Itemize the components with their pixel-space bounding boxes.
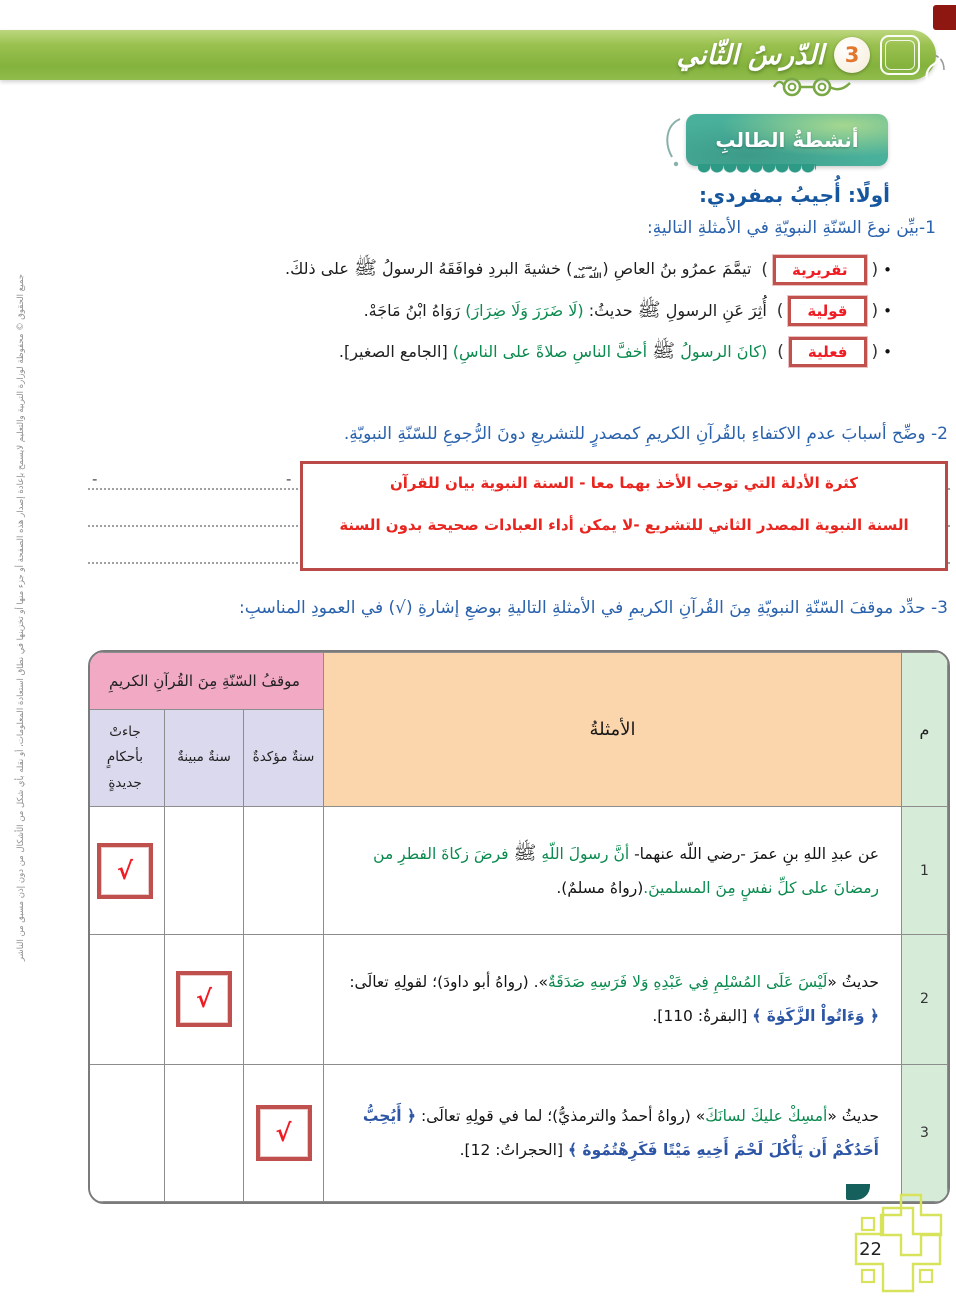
question-1-prompt: 1-بيِّن نوعَ السّنّةِ النبويّةِ في الأمثلةِ التاليةِ: <box>646 218 936 238</box>
open-paren: ( <box>871 341 879 362</box>
checkmark-box[interactable]: √ <box>97 843 153 899</box>
table-row <box>88 935 948 1064</box>
answer-text-line-1: كثرة الأدلة التي توجب الأخذ بهما معا - السنة النبوية بيان للقرآن <box>389 474 859 492</box>
item2-text-b: حديثُ: <box>583 301 638 320</box>
answer-box-filiyya[interactable]: فعلية <box>789 337 867 367</box>
row2-text-b: ». (رواهُ أبو داودَ)؛ لقولِهِ تعالَى: <box>349 973 548 992</box>
q1-item-1-text <box>285 256 756 281</box>
q1-item-3-text <box>339 342 772 361</box>
cell-row3-muakkada[interactable] <box>244 1064 324 1201</box>
pbuh-icon: ﷺ <box>513 841 537 864</box>
question-2-answer-area <box>88 458 950 590</box>
column-header-number: م <box>902 653 948 807</box>
q1-item-filiyya <box>60 331 892 372</box>
pbuh-icon: ﷺ <box>652 340 676 362</box>
row1-source: (رواهُ مسلمٌ). <box>556 878 644 897</box>
item1-text-c: على ذلكَ. <box>285 258 354 278</box>
bullet-icon: • <box>883 342 892 361</box>
banner-flourish-icon <box>770 74 862 100</box>
bullet-icon: • <box>883 301 892 320</box>
cell-row1-jadida[interactable] <box>88 807 165 935</box>
item1-text-b: ) خشيةَ البردِ فوافَقَهُ الرسولُ <box>376 258 573 278</box>
checkmark-box[interactable]: √ <box>256 1105 312 1161</box>
hadith-text: أنَّ رسولَ اللّهِ <box>536 844 630 863</box>
close-paren: ) <box>761 259 769 280</box>
answer-dash: - <box>286 470 292 488</box>
row1-text-a: عن عبدِ اللهِ بنِ عمرَ -رضي اللّه عنهما- <box>629 844 879 863</box>
section-heading: أولًا: أُجيبُ بمفردي: <box>698 183 890 207</box>
hadith-text: أخفَّ الناسِ صلاةً على الناسِ) <box>452 342 653 361</box>
example-text <box>324 935 902 1064</box>
q1-item-2-text <box>364 301 772 320</box>
row2-source: [البقرةُ: 110]. <box>652 1007 753 1026</box>
hadith-text: أمسِكْ عليكَ لسانَكَ <box>705 1106 828 1125</box>
answer-box-qawliyya[interactable]: قولية <box>788 296 866 326</box>
bullet-icon: • <box>883 260 892 279</box>
lesson-title: الدّرسُ الثّاني <box>676 39 824 71</box>
column-header-muakkada: سنةٌ مؤكدةٌ <box>244 710 324 807</box>
cell-row1-mubayyina[interactable] <box>165 807 244 935</box>
question-3-prompt: 3- حدِّد موقفَ السّنّةِ النبويّةِ مِنَ القُرآنِ الكريمِ في الأمثلةِ التاليةِ بوضعِ إشارةِ (√) في العمودِ المناسبِ: <box>239 598 948 618</box>
banner-endcap-frame-icon <box>880 35 920 75</box>
column-header-examples: الأمثلةُ <box>324 653 902 807</box>
page-number-ornament-icon <box>846 1192 946 1296</box>
column-header-mubayyina: سنةٌ مبينةٌ <box>165 710 244 807</box>
sunnah-position-table <box>88 650 950 1204</box>
lesson-banner <box>0 30 936 80</box>
cell-row3-mubayyina[interactable] <box>165 1064 244 1201</box>
table-row <box>88 807 948 935</box>
cell-row3-jadida[interactable] <box>88 1064 165 1201</box>
row-number: 1 <box>902 807 948 935</box>
quran-verse: ﴿ أَيُحِبُّ أَحَدُكُمْ أَن يَأْكُلَ لَحْمَ أَخِيهِ مَيْتًا فَكَرِهْتُمُوهُ ﴾ <box>362 1106 879 1159</box>
row-number: 3 <box>902 1064 948 1201</box>
row-number: 2 <box>902 935 948 1064</box>
column-group-header: موقفُ السّنّةِ مِنَ القُرآنِ الكريمِ <box>88 653 324 710</box>
cell-row2-mubayyina[interactable] <box>165 935 244 1064</box>
close-paren: ) <box>776 300 784 321</box>
row3-text-a: حديثُ « <box>827 1106 879 1125</box>
close-paren: ) <box>777 341 784 362</box>
student-activities-badge <box>686 114 888 166</box>
pbuh-icon: ﷺ <box>353 256 377 279</box>
column-header-jadida: جاءتْ بأحكامٍ جديدةٍ <box>88 710 165 807</box>
open-paren: ( <box>871 300 879 321</box>
question-2-prompt: 2- وضِّح أسبابَ عدمِ الاكتفاءِ بالقُرآنِ الكريمِ كمصدرٍ للتشريعِ دونَ الرُّجوعِ للسّنّةِ النبويّةِ. <box>343 424 948 444</box>
hadith-text: لَيْسَ عَلَى المُسْلِمِ فِي عَبْدِهِ وَلا فَرَسِهِ صَدَقَةٌ <box>548 973 828 992</box>
quran-verse: ﴿ وَءَاتُواْ الزَّكَوٰةَ ﴾ <box>752 1007 879 1026</box>
table-row <box>88 1064 948 1201</box>
student-activities-label: أنشطةُ الطالبِ <box>715 128 859 152</box>
cell-row2-jadida[interactable] <box>88 935 165 1064</box>
page-number: 22 <box>859 1239 882 1260</box>
row3-text-b: » (رواهُ أحمدُ والترمذيُّ)؛ لما في قولِهِ تعالَى: <box>416 1106 706 1125</box>
hadith-text: (لَا ضَرَرَ وَلَا ضِرَارَ) <box>465 301 584 320</box>
banner-curl-icon <box>916 30 956 90</box>
hadith-text: فرضَ زكاةَ الفطرِ من رمضانَ على كلِّ نفسٍ مِنَ المسلمينَ. <box>373 844 879 897</box>
copyright-side-note: جميع الحقوق © محفوظة لوزارة التربية والتعليم لايسمح بإعادة إصدار هذه الصفحة أو جزء منها أو تخزينها في نطاق استعادة المعلومات، أو نقله بأي شكل من الأشكال من دون إذن مسبق من الناشر <box>16 274 26 962</box>
pbuh-icon: ﷺ <box>637 299 661 321</box>
cell-row2-muakkada[interactable] <box>244 935 324 1064</box>
lesson-number-badge: 3 <box>834 37 870 73</box>
answer-text-line-2: السنة النبوية المصدر الثاني للتشريع -لا يمكن أداء العبادات صحيحة بدون السنة <box>339 516 909 534</box>
cell-row1-muakkada[interactable] <box>244 807 324 935</box>
item2-text-c: رَوَاهُ ابْنُ مَاجَهْ. <box>363 301 466 320</box>
radi-allahu-anhu-icon: رضي الله عنه <box>573 262 602 280</box>
example-text <box>324 1064 902 1201</box>
open-paren: ( <box>871 259 879 280</box>
q1-item-qawliyya <box>60 290 892 331</box>
page-corner-tab <box>933 5 956 30</box>
item2-text-a: أُثِرَ عَنِ الرسولِ <box>660 301 767 320</box>
item1-text-a: تيمَّمَ عمرُو بنُ العاصِ ( <box>602 258 752 278</box>
row3-source: [الحجراتُ: 12]. <box>459 1140 568 1159</box>
row2-text-a: حديثُ « <box>827 973 879 992</box>
question-1-items <box>60 249 892 372</box>
teacher-answer-box[interactable] <box>300 461 948 571</box>
badge-side-curl-icon <box>646 116 686 170</box>
hadith-text: (كانَ الرسولُ <box>675 342 768 361</box>
example-text <box>324 807 902 935</box>
q1-item-taqririyya <box>60 249 892 290</box>
checkmark-box[interactable]: √ <box>176 971 232 1027</box>
item3-source: [الجامع الصغير]. <box>338 342 453 361</box>
answer-box-taqririyya[interactable]: تقريرية <box>773 255 866 285</box>
answer-dash: - <box>92 470 98 488</box>
